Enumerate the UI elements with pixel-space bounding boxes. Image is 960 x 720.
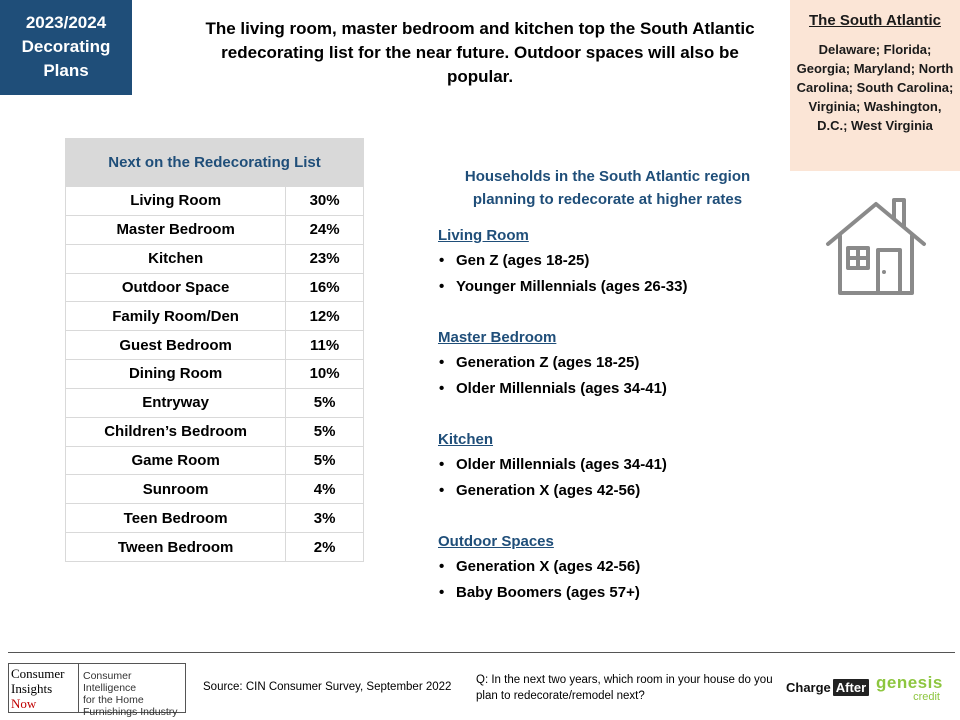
percent-cell: 4% [286, 475, 364, 504]
title-badge [0, 0, 132, 95]
genesis-word: genesis [876, 673, 943, 692]
group-item: • Generation Z (ages 18-25) [438, 350, 778, 376]
group-outdoor-spaces [438, 530, 778, 606]
group-heading: Kitchen [438, 431, 494, 448]
households-title: Households in the South Atlantic region planning to redecorate at higher rates [464, 168, 751, 208]
chargeafter-part-1: Charge [786, 680, 831, 695]
logo-tagline-1: Consumer Intelligence [83, 670, 137, 694]
group-heading: Living Room [438, 227, 529, 244]
group-item: • Younger Millennials (ages 26-33) [438, 274, 778, 300]
table-row [66, 417, 364, 446]
room-cell: Outdoor Space [66, 273, 286, 302]
table-header: Next on the Redecorating List [66, 139, 364, 187]
logo-line-1: Consumer [11, 666, 65, 681]
room-cell: Teen Bedroom [66, 504, 286, 533]
headline: The living room, master bedroom and kitchen top the South Atlantic redecorating list for the near future. Outdoor spaces will also be popular. [205, 19, 755, 86]
table-row [66, 504, 364, 533]
group-item: • Baby Boomers (ages 57+) [438, 580, 778, 606]
percent-cell: 5% [286, 446, 364, 475]
table-row [66, 273, 364, 302]
group-item: • Generation X (ages 42-56) [438, 554, 778, 580]
redecorating-list-table [65, 138, 364, 562]
percent-cell: 10% [286, 360, 364, 389]
percent-cell: 3% [286, 504, 364, 533]
group-kitchen [438, 428, 778, 504]
survey-question: Q: In the next two years, which room in your house do you plan to redecorate/remodel next? [476, 674, 773, 702]
table-row [66, 446, 364, 475]
table-row [66, 215, 364, 244]
room-cell: Sunroom [66, 475, 286, 504]
cin-logo [8, 663, 186, 718]
room-cell: Master Bedroom [66, 215, 286, 244]
percent-cell: 16% [286, 273, 364, 302]
room-cell: Kitchen [66, 244, 286, 273]
room-cell: Guest Bedroom [66, 331, 286, 360]
group-heading: Master Bedroom [438, 329, 557, 346]
room-cell: Game Room [66, 446, 286, 475]
percent-cell: 5% [286, 388, 364, 417]
region-title: The South Atlantic [809, 12, 941, 29]
table-row [66, 187, 364, 216]
region-box [790, 0, 960, 171]
room-cell: Family Room/Den [66, 302, 286, 331]
percent-cell: 2% [286, 533, 364, 562]
percent-cell: 5% [286, 417, 364, 446]
table-row [66, 388, 364, 417]
group-master-bedroom [438, 326, 778, 402]
chargeafter-part-2: After [833, 679, 869, 696]
badge-line-1: 2023/2024 [25, 13, 107, 32]
group-item: • Generation X (ages 42-56) [438, 478, 778, 504]
table-row [66, 302, 364, 331]
chargeafter-logo [786, 679, 869, 696]
genesis-sub: credit [913, 691, 940, 703]
badge-line-2: Decorating [21, 37, 111, 56]
percent-cell: 24% [286, 215, 364, 244]
group-living-room [438, 224, 778, 300]
footer-divider [8, 652, 955, 653]
group-item: • Older Millennials (ages 34-41) [438, 452, 778, 478]
table-row [66, 533, 364, 562]
region-states: Delaware; Florida; Georgia; Maryland; North Carolina; South Carolina; Virginia; Washington, D.C.; West Virginia [796, 42, 954, 133]
logo-tagline-2: for the Home [83, 694, 144, 706]
table-row [66, 360, 364, 389]
table-row [66, 475, 364, 504]
table-row [66, 244, 364, 273]
table-row [66, 331, 364, 360]
logo-line-3: Now [11, 696, 37, 711]
source-note: Source: CIN Consumer Survey, September 2022 [203, 681, 452, 693]
logo-line-2: Insights [11, 681, 53, 696]
room-cell: Dining Room [66, 360, 286, 389]
table-header-row [66, 139, 364, 187]
genesis-credit-logo [876, 674, 942, 703]
percent-cell: 12% [286, 302, 364, 331]
group-heading: Outdoor Spaces [438, 533, 554, 550]
percent-cell: 30% [286, 187, 364, 216]
badge-line-3: Plans [43, 61, 89, 80]
room-cell: Living Room [66, 187, 286, 216]
group-item: • Gen Z (ages 18-25) [438, 248, 778, 274]
house-icon [822, 196, 930, 298]
percent-cell: 23% [286, 244, 364, 273]
percent-cell: 11% [286, 331, 364, 360]
room-cell: Tween Bedroom [66, 533, 286, 562]
room-cell: Children’s Bedroom [66, 417, 286, 446]
room-cell: Entryway [66, 388, 286, 417]
group-item: • Older Millennials (ages 34-41) [438, 376, 778, 402]
household-groups [438, 224, 778, 632]
logo-tagline-3: Furnishings Industry [83, 706, 178, 718]
